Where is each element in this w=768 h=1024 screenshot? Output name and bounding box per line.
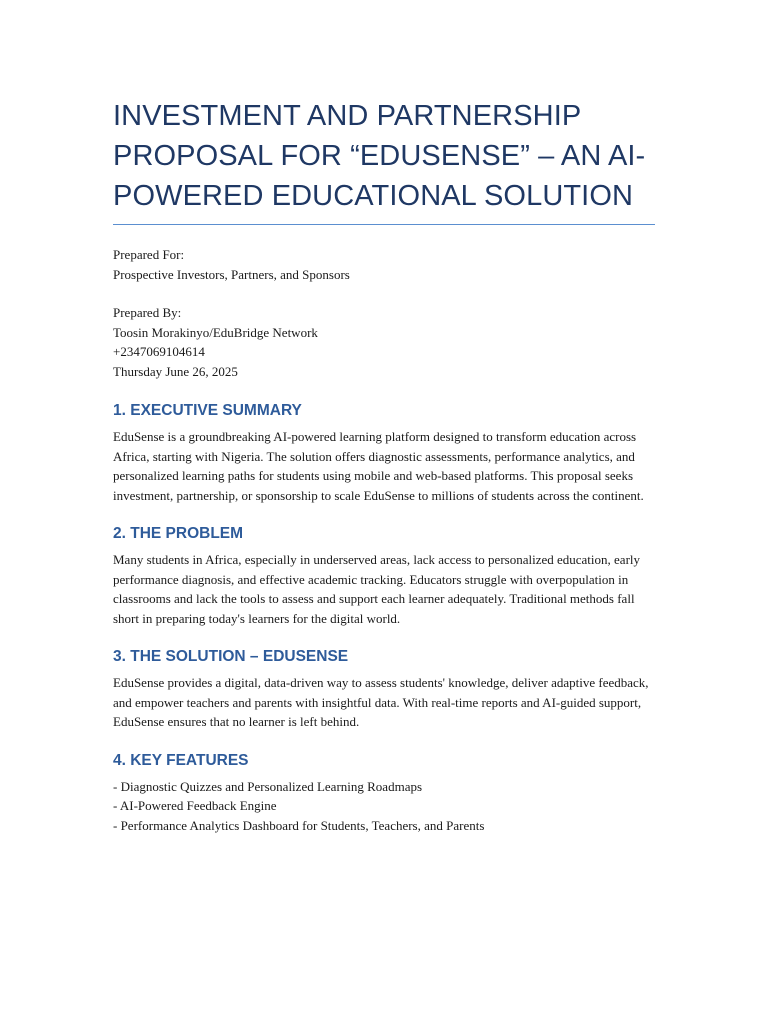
prepared-by-name: Toosin Morakinyo/EduBridge Network [113, 324, 318, 340]
list-item: - Performance Analytics Dashboard for Students, Teachers, and Parents [113, 817, 485, 833]
prepared-for-label: Prepared For: [113, 247, 185, 262]
section-the-problem [113, 523, 655, 628]
prepared-by-phone: +2347069104614 [113, 344, 205, 359]
section-heading: 4. KEY FEATURES [113, 751, 249, 769]
section-key-features [113, 750, 655, 836]
list-item: - Diagnostic Quizzes and Personalized Learning Roadmaps [113, 778, 423, 794]
section-the-solution [113, 646, 655, 732]
prepared-for-value: Prospective Investors, Partners, and Sponsors [113, 266, 350, 282]
section-body: EduSense provides a digital, data-driven way to assess students' knowledge, deliver adaptive feedback, and empower teachers and parents with insightful data. With real-time reports and AI-guided support, EduSense ensures that no learner is left behind. [113, 675, 649, 729]
prepared-for-block [113, 245, 655, 284]
section-heading: 3. THE SOLUTION – EDUSENSE [113, 648, 349, 665]
prepared-by-date: Thursday June 26, 2025 [113, 363, 238, 379]
section-heading: 2. THE PROBLEM [113, 525, 244, 542]
prepared-by-label: Prepared By: [113, 305, 182, 320]
section-executive-summary [113, 400, 655, 505]
list-item: - AI-Powered Feedback Engine [113, 798, 277, 813]
document-title: INVESTMENT AND PARTNERSHIP PROPOSAL FOR “EDUSENSE” – AN AI-POWERED EDUCATIONAL SOLUTION [113, 96, 655, 225]
prepared-by-block [113, 303, 655, 381]
section-body: Many students in Africa, especially in underserved areas, lack access to personalized education, early performance diagnosis, and effective academic tracking. Educators struggle with overpopulation in classrooms and lack the tools to assess and support each learner adequately. Traditional methods fall short in preparing today's learners for the digital world. [113, 552, 641, 626]
section-heading: 1. EXECUTIVE SUMMARY [113, 402, 302, 419]
section-body: EduSense is a groundbreaking AI-powered learning platform designed to transform education across Africa, starting with Nigeria. The solution offers diagnostic assessments, performance analytics, and personalized learning paths for students using mobile and web-based platforms. This proposal seeks investment, partnership, or sponsorship to scale EduSense to millions of students across the continent. [113, 429, 644, 503]
document-meta [113, 245, 655, 381]
document-page [113, 96, 655, 835]
feature-list [113, 777, 655, 836]
